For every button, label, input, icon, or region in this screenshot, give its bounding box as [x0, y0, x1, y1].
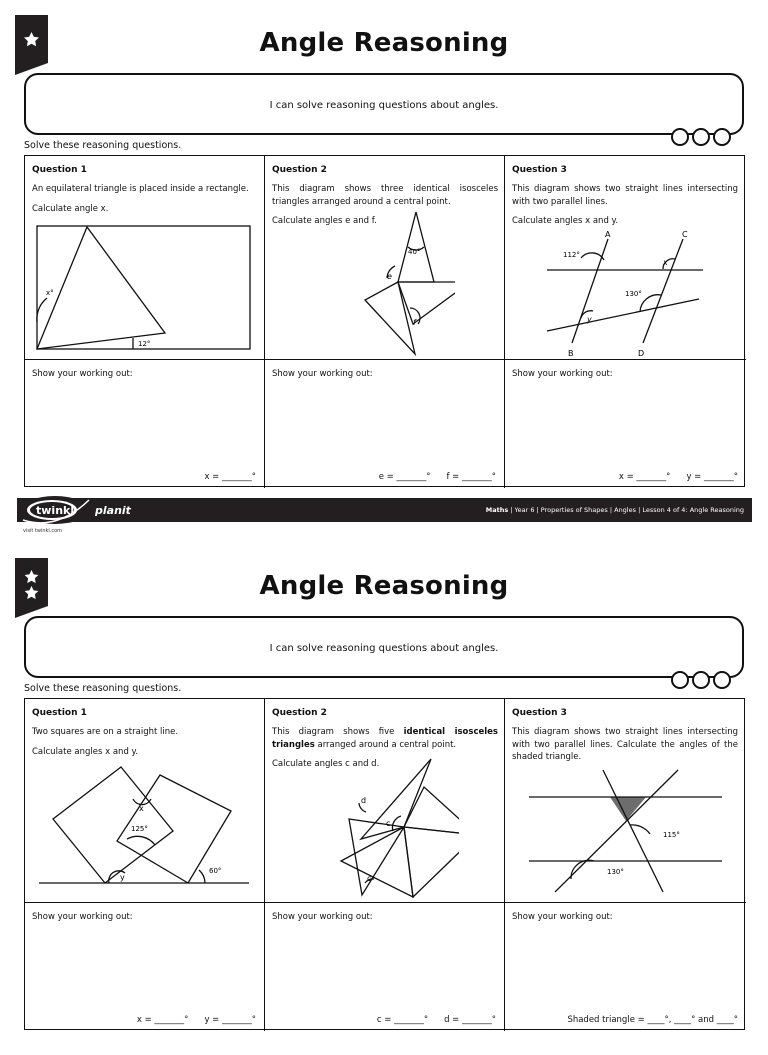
- diagram-label: A: [605, 230, 611, 239]
- working-area-2[interactable]: [265, 360, 505, 488]
- diagram-label: c: [386, 819, 391, 828]
- diagram-label: 130°: [607, 868, 624, 876]
- working-area-3[interactable]: [505, 903, 746, 1031]
- visit-link[interactable]: visit twinkl.com: [23, 528, 63, 534]
- question-task: Calculate angle x.: [32, 204, 109, 214]
- answer-line: [188, 472, 256, 482]
- question-task: Calculate angles c and d.: [272, 759, 380, 769]
- diagram-label: 130°: [625, 290, 642, 298]
- instructions: Solve these reasoning questions.: [24, 683, 182, 694]
- diagram-label: c: [367, 874, 372, 883]
- diagram-label: x: [139, 804, 144, 813]
- answer-shaded-triangle[interactable]: Shaded triangle = ____°, ____° and ____°: [567, 1015, 738, 1025]
- answer-x[interactable]: x = _______°: [204, 472, 256, 482]
- answer-line: [603, 472, 738, 482]
- breadcrumb: [486, 506, 744, 514]
- answer-f[interactable]: f = _______°: [446, 472, 496, 482]
- question-3-cell: [505, 156, 746, 360]
- question-2-cell: [265, 699, 505, 903]
- working-label: Show your working out:: [32, 912, 133, 922]
- diagram-label: x°: [46, 289, 54, 297]
- three-triangles-diagram: [335, 208, 455, 358]
- answer-y[interactable]: y = _______°: [686, 472, 738, 482]
- working-label: Show your working out:: [272, 369, 373, 379]
- diagram-label: y: [587, 315, 592, 324]
- diagram-label: f: [413, 318, 416, 327]
- text-part: arranged around a central point.: [314, 739, 457, 750]
- answer-y[interactable]: y = _______°: [204, 1015, 256, 1025]
- learning-objective-box: [24, 73, 744, 135]
- question-1-cell: [25, 156, 265, 360]
- question-title: Question 1: [32, 708, 87, 718]
- working-label: Show your working out:: [512, 912, 613, 922]
- question-title: Question 2: [272, 165, 327, 175]
- answer-c[interactable]: c = _______°: [376, 1015, 429, 1025]
- diagram-label: x: [663, 258, 668, 267]
- diagram-label: B: [568, 349, 574, 357]
- diagram-label: 40°: [408, 248, 421, 256]
- answer-x[interactable]: x = _______°: [618, 472, 671, 482]
- learning-objective-box: [24, 616, 744, 678]
- diagram-label: 12°: [138, 340, 151, 348]
- question-text: [272, 726, 498, 751]
- question-2-cell: [265, 156, 505, 360]
- question-task: Calculate angles x and y.: [32, 747, 139, 757]
- worksheet-page-2: [0, 543, 768, 1055]
- diagram-label: e: [387, 272, 392, 281]
- question-task: Calculate angles e and f.: [272, 216, 377, 226]
- diagram-label: d: [361, 796, 367, 805]
- working-label: Show your working out:: [272, 912, 373, 922]
- circles-icon: [670, 127, 732, 147]
- text-part: This diagram shows five: [272, 727, 404, 737]
- question-text: This diagram shows two straight lines intersecting with two parallel lines.: [512, 184, 738, 207]
- circles-icon: [670, 670, 732, 690]
- instructions: Solve these reasoning questions.: [24, 140, 182, 151]
- question-1-cell: [25, 699, 265, 903]
- working-area-1[interactable]: [25, 360, 265, 488]
- answer-x[interactable]: x = _______°: [136, 1015, 189, 1025]
- footer-bar: [17, 498, 752, 522]
- question-title: Question 3: [512, 165, 567, 175]
- planit-label: planit: [95, 504, 131, 517]
- question-title: Question 1: [32, 165, 87, 175]
- answer-d[interactable]: d = _______°: [444, 1015, 496, 1025]
- diagram-label: 115°: [663, 831, 680, 839]
- page-title: Angle Reasoning: [259, 28, 509, 58]
- working-label: Show your working out:: [32, 369, 133, 379]
- diagram-label: 125°: [131, 825, 148, 833]
- diagram-label: D: [638, 349, 645, 357]
- working-label: Show your working out:: [512, 369, 613, 379]
- answer-line: [363, 472, 496, 482]
- diagram-label: 60°: [209, 867, 222, 875]
- five-triangles-diagram: [309, 755, 459, 901]
- intersecting-lines-diagram: [535, 229, 735, 357]
- question-text: An equilateral triangle is placed inside a rectangle.: [32, 184, 249, 194]
- question-task: Calculate angles x and y.: [512, 216, 619, 226]
- text-emphasis: identical isosceles triangles: [272, 727, 498, 750]
- question-grid: [24, 155, 745, 487]
- two-squares-diagram: [33, 763, 259, 893]
- working-area-3[interactable]: [505, 360, 746, 488]
- brand-name: twinkl: [36, 504, 75, 517]
- learning-objective: I can solve reasoning questions about angles.: [269, 100, 499, 111]
- answer-e[interactable]: e = _______°: [378, 472, 431, 482]
- shaded-triangle-diagram: [525, 767, 731, 899]
- diagram-label: y: [120, 873, 125, 882]
- breadcrumb-text: | Year 6 | Properties of Shapes | Angles | Lesson 4 of 4: Angle Reasoning: [508, 506, 744, 514]
- question-text: This diagram shows three identical isosceles triangles arranged around a central point.: [272, 184, 498, 207]
- diagram-label: 112°: [563, 251, 580, 259]
- working-area-1[interactable]: [25, 903, 265, 1031]
- question-title: Question 3: [512, 708, 567, 718]
- question-3-cell: [505, 699, 746, 903]
- subject: Maths: [485, 506, 509, 514]
- diagram-label: C: [682, 230, 688, 239]
- triangle-in-rectangle-diagram: [33, 222, 253, 352]
- working-area-2[interactable]: [265, 903, 505, 1031]
- learning-objective: I can solve reasoning questions about angles.: [269, 643, 499, 654]
- page-title: Angle Reasoning: [259, 571, 509, 601]
- question-title: Question 2: [272, 708, 327, 718]
- question-text: This diagram shows two straight lines intersecting with two parallel lines. Calculate the angles of the shaded triangle.: [512, 727, 738, 762]
- question-text: Two squares are on a straight line.: [32, 727, 179, 737]
- question-grid: [24, 698, 745, 1030]
